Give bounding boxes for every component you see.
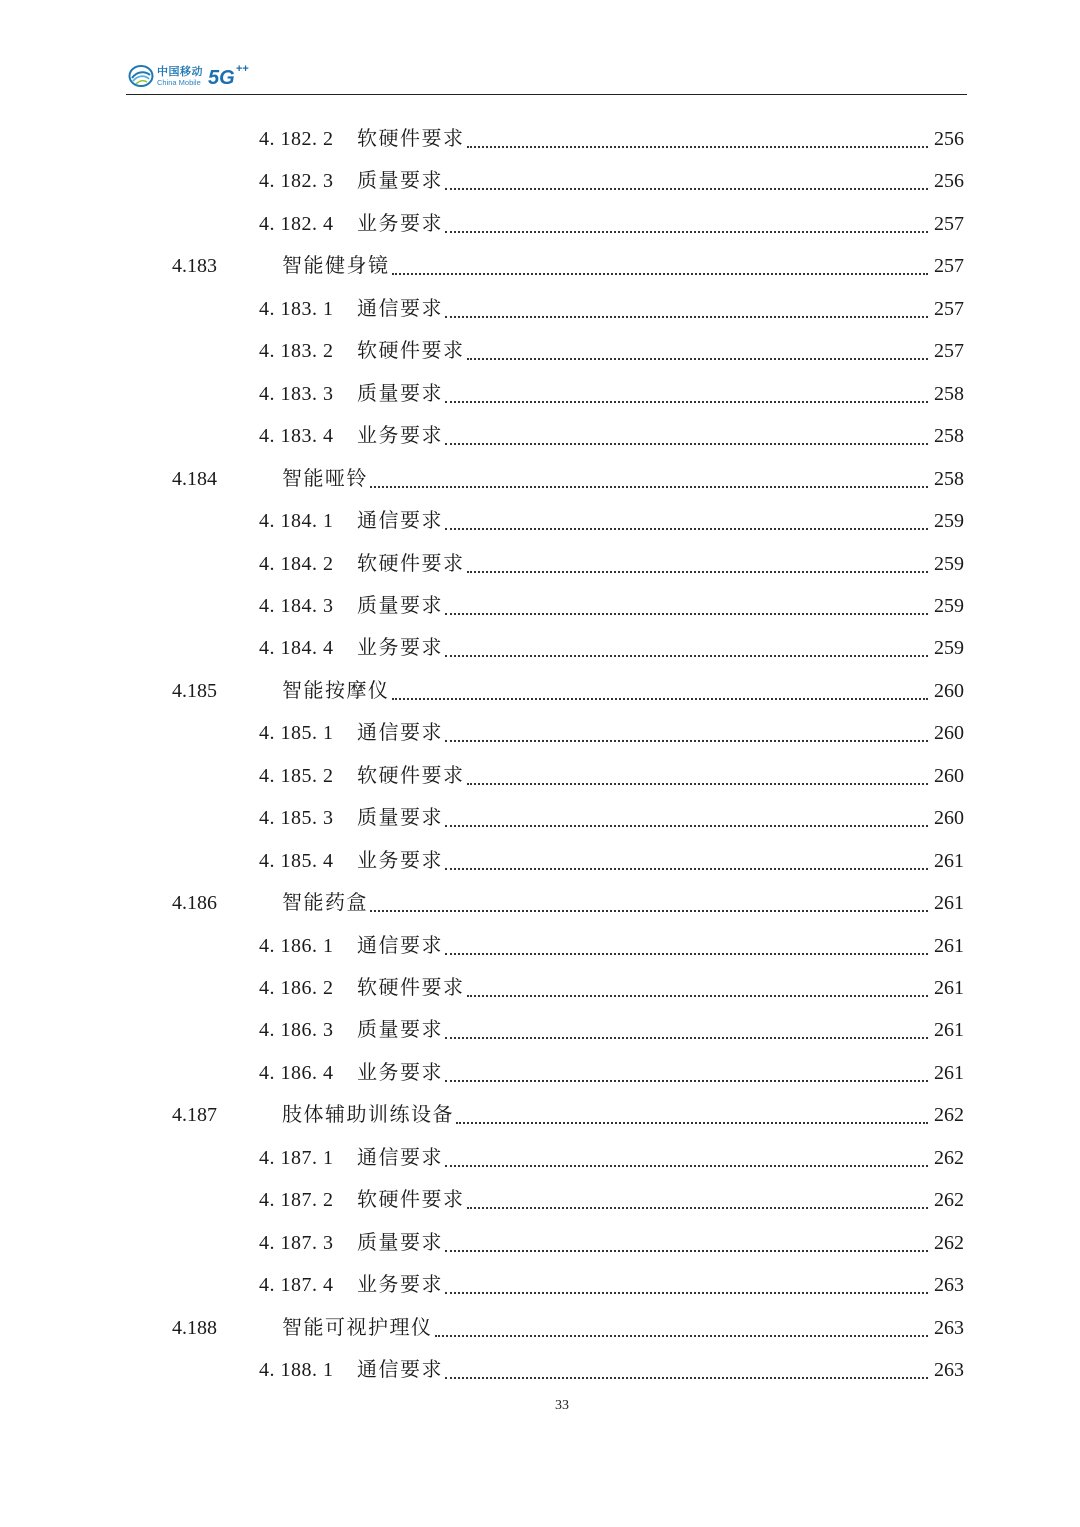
page-header bbox=[126, 58, 967, 95]
toc-entry-number: 4. 184. 3 bbox=[259, 594, 334, 617]
toc-entry-number: 4. 183. 2 bbox=[259, 340, 334, 363]
toc-dot-leader bbox=[445, 811, 928, 831]
toc-entry[interactable] bbox=[259, 716, 964, 746]
toc-entry-number: 4.185 bbox=[172, 679, 217, 702]
toc-entry[interactable] bbox=[259, 844, 964, 874]
toc-entry-title: 业务要求 bbox=[357, 1059, 443, 1084]
toc-entry[interactable] bbox=[172, 462, 964, 492]
toc-dot-leader bbox=[445, 1236, 928, 1256]
toc-entry-page: 260 bbox=[934, 722, 964, 745]
toc-entry-number: 4. 185. 3 bbox=[259, 807, 334, 830]
toc-dot-leader bbox=[445, 1151, 928, 1171]
toc-entry-title: 业务要求 bbox=[357, 210, 443, 235]
toc-entry-title: 通信要求 bbox=[357, 932, 443, 957]
logo-plus-text: ++ bbox=[235, 62, 249, 75]
toc-entry-title: 软硬件要求 bbox=[357, 1187, 465, 1212]
toc-entry-number: 4. 186. 3 bbox=[259, 1019, 334, 1042]
toc-entry-number: 4.187 bbox=[172, 1104, 217, 1127]
toc-entry-page: 257 bbox=[934, 212, 964, 235]
toc-entry-page: 263 bbox=[934, 1316, 964, 1339]
toc-entry-title: 智能按摩仪 bbox=[282, 677, 390, 702]
toc-entry-title: 通信要求 bbox=[357, 508, 443, 533]
toc-entry-title: 智能可视护理仪 bbox=[282, 1314, 433, 1339]
china-mobile-logo bbox=[128, 61, 249, 91]
toc-entry[interactable] bbox=[259, 1226, 964, 1256]
toc-entry-number: 4.183 bbox=[172, 255, 217, 278]
toc-entry[interactable] bbox=[172, 1311, 964, 1341]
toc-dot-leader bbox=[445, 641, 928, 661]
toc-entry-title: 质量要求 bbox=[357, 1017, 443, 1042]
toc-entry-page: 261 bbox=[934, 1061, 964, 1084]
toc-entry-number: 4. 182. 2 bbox=[259, 128, 334, 150]
toc-entry-page: 257 bbox=[934, 297, 964, 320]
toc-entry-title: 智能哑铃 bbox=[282, 465, 368, 490]
toc-entry-page: 261 bbox=[934, 892, 964, 915]
toc-entry-page: 257 bbox=[934, 340, 964, 363]
toc-entry-number: 4. 183. 3 bbox=[259, 382, 334, 405]
toc-entry-page: 263 bbox=[934, 1359, 964, 1382]
toc-entry-number: 4. 184. 4 bbox=[259, 637, 334, 660]
toc-entry-title: 软硬件要求 bbox=[357, 126, 465, 150]
toc-entry-number: 4. 185. 2 bbox=[259, 764, 334, 787]
toc-dot-leader bbox=[445, 217, 928, 237]
toc-entry-page: 262 bbox=[934, 1104, 964, 1127]
toc-entry-number: 4. 186. 2 bbox=[259, 977, 334, 999]
toc-entry[interactable] bbox=[259, 1013, 964, 1043]
toc-entry-title: 软硬件要求 bbox=[357, 550, 465, 575]
toc-entry-number: 4. 183. 4 bbox=[259, 425, 334, 448]
toc-dot-leader bbox=[467, 344, 929, 364]
toc-entry-number: 4. 186. 4 bbox=[259, 1061, 334, 1084]
toc-entry-page: 263 bbox=[934, 1274, 964, 1297]
toc-dot-leader bbox=[392, 259, 929, 279]
toc-entry[interactable] bbox=[259, 207, 964, 237]
toc-dot-leader bbox=[445, 302, 928, 322]
toc-entry-page: 260 bbox=[934, 764, 964, 787]
toc-entry-number: 4. 187. 1 bbox=[259, 1146, 334, 1169]
toc-entry-number: 4. 182. 3 bbox=[259, 170, 334, 193]
toc-dot-leader bbox=[445, 726, 928, 746]
toc-entry[interactable] bbox=[259, 547, 964, 577]
toc-entry[interactable] bbox=[172, 674, 964, 704]
toc-dot-leader bbox=[445, 514, 928, 534]
page-number: 33 bbox=[555, 1398, 569, 1413]
toc-entry-number: 4. 186. 1 bbox=[259, 934, 334, 957]
toc-entry-page: 261 bbox=[934, 934, 964, 957]
toc-entry-page: 262 bbox=[934, 1231, 964, 1254]
toc-entry-title: 通信要求 bbox=[357, 295, 443, 320]
toc-entry-number: 4. 183. 1 bbox=[259, 297, 334, 320]
toc-dot-leader bbox=[467, 1193, 929, 1213]
toc-entry[interactable] bbox=[259, 292, 964, 322]
toc-entry[interactable] bbox=[259, 1056, 964, 1086]
toc-dot-leader bbox=[467, 769, 929, 789]
toc-entry-number: 4. 187. 3 bbox=[259, 1231, 334, 1254]
toc-entry-page: 262 bbox=[934, 1189, 964, 1212]
toc-entry-page: 259 bbox=[934, 510, 964, 533]
toc-dot-leader bbox=[370, 472, 928, 492]
toc-entry-page: 260 bbox=[934, 679, 964, 702]
toc-entry-title: 智能药盒 bbox=[282, 890, 368, 915]
toc-entry[interactable] bbox=[259, 377, 964, 407]
toc-dot-leader bbox=[445, 939, 928, 959]
toc-dot-leader bbox=[445, 387, 928, 407]
toc-entry[interactable] bbox=[259, 1353, 964, 1383]
toc-entry-page: 259 bbox=[934, 552, 964, 575]
toc-entry-number: 4.186 bbox=[172, 892, 217, 915]
toc-entry-title: 软硬件要求 bbox=[357, 975, 465, 999]
toc-entry-page: 256 bbox=[934, 128, 964, 150]
toc-entry-number: 4. 187. 4 bbox=[259, 1274, 334, 1297]
toc-entry-title: 质量要求 bbox=[357, 168, 443, 193]
toc-entry[interactable] bbox=[259, 759, 964, 789]
toc-dot-leader bbox=[445, 1278, 928, 1298]
toc-entry-title: 质量要求 bbox=[357, 380, 443, 405]
toc-entry[interactable] bbox=[259, 801, 964, 831]
toc-entry[interactable] bbox=[259, 122, 964, 152]
logo-english-text: China Mobile bbox=[157, 77, 201, 87]
toc-entry[interactable] bbox=[259, 1268, 964, 1298]
china-mobile-swirl-icon bbox=[128, 63, 154, 89]
toc-entry-number: 4. 184. 1 bbox=[259, 510, 334, 533]
toc-entry[interactable] bbox=[172, 249, 964, 279]
logo-5g-text: 5G++ bbox=[208, 62, 249, 89]
toc-entry[interactable] bbox=[259, 1141, 964, 1171]
toc-dot-leader bbox=[445, 1066, 928, 1086]
toc-entry[interactable] bbox=[259, 589, 964, 619]
toc-dot-leader bbox=[445, 599, 928, 619]
toc-entry-page: 261 bbox=[934, 849, 964, 872]
toc-entry-page: 262 bbox=[934, 1146, 964, 1169]
toc-entry-title: 软硬件要求 bbox=[357, 338, 465, 363]
toc-dot-leader bbox=[445, 429, 928, 449]
toc-entry-title: 智能健身镜 bbox=[282, 253, 390, 278]
toc-entry-title: 质量要求 bbox=[357, 1229, 443, 1254]
toc-entry[interactable] bbox=[172, 1098, 964, 1128]
toc-entry-title: 业务要求 bbox=[357, 635, 443, 660]
toc-entry-title: 肢体辅助训练设备 bbox=[282, 1102, 454, 1127]
toc-entry[interactable] bbox=[259, 504, 964, 534]
toc-dot-leader bbox=[392, 684, 929, 704]
toc-entry[interactable] bbox=[259, 929, 964, 959]
toc-entry-page: 261 bbox=[934, 977, 964, 999]
toc-entry-page: 256 bbox=[934, 170, 964, 193]
toc-dot-leader bbox=[370, 896, 928, 916]
toc-entry-number: 4. 184. 2 bbox=[259, 552, 334, 575]
toc-dot-leader bbox=[445, 854, 928, 874]
toc-entry-page: 258 bbox=[934, 382, 964, 405]
toc-entry-number: 4.184 bbox=[172, 467, 217, 490]
toc-entry-number: 4.188 bbox=[172, 1316, 217, 1339]
toc-entry-page: 261 bbox=[934, 1019, 964, 1042]
toc-entry-page: 259 bbox=[934, 594, 964, 617]
toc-entry-title: 软硬件要求 bbox=[357, 762, 465, 787]
toc-dot-leader bbox=[467, 557, 929, 577]
toc-entry-title: 通信要求 bbox=[357, 720, 443, 745]
toc-entry-title: 业务要求 bbox=[357, 847, 443, 872]
toc-entry-number: 4. 188. 1 bbox=[259, 1359, 334, 1382]
toc-entry[interactable] bbox=[259, 971, 964, 1001]
toc-entry-title: 业务要求 bbox=[357, 1272, 443, 1297]
toc-dot-leader bbox=[445, 1023, 928, 1043]
toc-entry-title: 业务要求 bbox=[357, 423, 443, 448]
logo-chinese-text: 中国移动 bbox=[157, 64, 203, 78]
toc-entry[interactable] bbox=[259, 164, 964, 194]
toc-entry-number: 4. 185. 1 bbox=[259, 722, 334, 745]
toc-entry-title: 通信要求 bbox=[357, 1357, 443, 1382]
toc-entry-page: 260 bbox=[934, 807, 964, 830]
toc-entry-title: 通信要求 bbox=[357, 1144, 443, 1169]
toc-entry-page: 259 bbox=[934, 637, 964, 660]
toc-entry-page: 258 bbox=[934, 425, 964, 448]
toc-entry-number: 4. 185. 4 bbox=[259, 849, 334, 872]
toc-entry-title: 质量要求 bbox=[357, 805, 443, 830]
toc-dot-leader bbox=[467, 981, 929, 1001]
toc-entry-number: 4. 182. 4 bbox=[259, 212, 334, 235]
toc-entry[interactable] bbox=[259, 631, 964, 661]
toc-entry-title: 质量要求 bbox=[357, 592, 443, 617]
toc-entry-number: 4. 187. 2 bbox=[259, 1189, 334, 1212]
toc-dot-leader bbox=[435, 1321, 929, 1341]
toc-dot-leader bbox=[467, 132, 929, 152]
toc-dot-leader bbox=[445, 1363, 928, 1383]
toc-entry-page: 258 bbox=[934, 467, 964, 490]
toc-entry[interactable] bbox=[259, 1183, 964, 1213]
toc-entry-page: 257 bbox=[934, 255, 964, 278]
toc-dot-leader bbox=[445, 174, 928, 194]
toc-entry[interactable] bbox=[172, 886, 964, 916]
toc-entry[interactable] bbox=[259, 419, 964, 449]
toc-dot-leader bbox=[456, 1108, 928, 1128]
toc-entry[interactable] bbox=[259, 334, 964, 364]
